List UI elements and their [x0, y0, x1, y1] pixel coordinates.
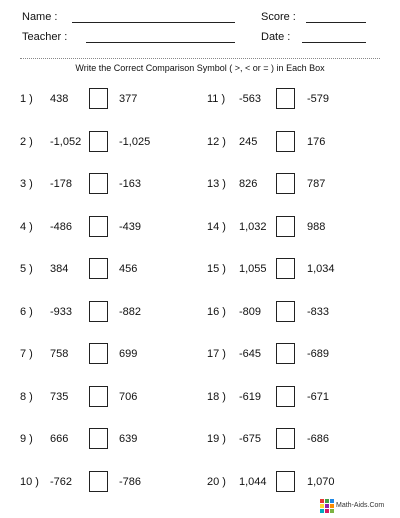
- second-number: 1,034: [307, 263, 335, 275]
- first-number: -178: [50, 178, 73, 190]
- problem-row: [20, 428, 180, 450]
- second-number: -689: [307, 348, 330, 360]
- logo-square: [320, 499, 324, 503]
- answer-box[interactable]: [89, 173, 108, 194]
- problem-row: [207, 173, 367, 195]
- answer-box[interactable]: [89, 386, 108, 407]
- second-number: 377: [119, 93, 138, 105]
- problem-row: [207, 301, 367, 323]
- problem-number: 11 ): [207, 93, 226, 105]
- problem-row: [207, 131, 367, 153]
- instructions: Write the Correct Comparison Symbol ( >, < or = ) in Each Box: [75, 63, 325, 73]
- second-number: -163: [119, 178, 142, 190]
- problem-row: [207, 258, 367, 280]
- answer-box[interactable]: [89, 471, 108, 492]
- problem-row: [20, 343, 180, 365]
- problem-number: 19 ): [207, 433, 226, 445]
- first-number: 666: [50, 433, 69, 445]
- logo-square: [325, 499, 329, 503]
- first-number: -1,052: [50, 136, 82, 148]
- answer-box[interactable]: [276, 173, 295, 194]
- problem-number: 8 ): [20, 391, 33, 403]
- first-number: 1,044: [239, 476, 267, 488]
- problem-row: [207, 471, 367, 493]
- problem-row: [207, 428, 367, 450]
- second-number: 176: [307, 136, 326, 148]
- second-number: -671: [307, 391, 330, 403]
- logo-text: Math-Aids.Com: [336, 502, 385, 509]
- problem-number: 17 ): [207, 348, 226, 360]
- answer-box[interactable]: [89, 258, 108, 279]
- logo-square: [330, 509, 334, 513]
- score-label: Score :: [261, 11, 296, 23]
- first-number: 1,032: [239, 221, 267, 233]
- logo-square: [330, 504, 334, 508]
- problem-number: 18 ): [207, 391, 226, 403]
- answer-box[interactable]: [89, 343, 108, 364]
- second-number: 699: [119, 348, 138, 360]
- problem-row: [207, 88, 367, 110]
- answer-box[interactable]: [276, 428, 295, 449]
- problem-number: 12 ): [207, 136, 226, 148]
- second-number: -579: [307, 93, 330, 105]
- first-number: -645: [239, 348, 262, 360]
- problem-row: [207, 386, 367, 408]
- name-field[interactable]: [72, 22, 235, 23]
- first-number: 826: [239, 178, 258, 190]
- answer-box[interactable]: [89, 88, 108, 109]
- teacher-field[interactable]: [86, 42, 235, 43]
- problem-row: [20, 471, 180, 493]
- footer-logo: [320, 500, 384, 512]
- second-number: 1,070: [307, 476, 335, 488]
- first-number: 245: [239, 136, 258, 148]
- second-number: -833: [307, 306, 330, 318]
- math-aids-logo-icon: [320, 499, 334, 513]
- logo-square: [320, 504, 324, 508]
- logo-square: [330, 499, 334, 503]
- second-number: 787: [307, 178, 326, 190]
- answer-box[interactable]: [276, 343, 295, 364]
- answer-box[interactable]: [276, 301, 295, 322]
- problem-number: 7 ): [20, 348, 33, 360]
- problem-number: 16 ): [207, 306, 226, 318]
- second-number: -686: [307, 433, 330, 445]
- answer-box[interactable]: [89, 131, 108, 152]
- second-number: -1,025: [119, 136, 151, 148]
- problem-number: 5 ): [20, 263, 33, 275]
- first-number: 384: [50, 263, 69, 275]
- teacher-label: Teacher :: [22, 31, 68, 43]
- problem-row: [207, 343, 367, 365]
- problem-number: 3 ): [20, 178, 33, 190]
- answer-box[interactable]: [89, 301, 108, 322]
- problem-number: 14 ): [207, 221, 226, 233]
- first-number: -933: [50, 306, 73, 318]
- second-number: 456: [119, 263, 138, 275]
- problem-number: 1 ): [20, 93, 33, 105]
- second-number: -786: [119, 476, 142, 488]
- answer-box[interactable]: [276, 258, 295, 279]
- first-number: -563: [239, 93, 262, 105]
- first-number: -486: [50, 221, 73, 233]
- second-number: 988: [307, 221, 326, 233]
- first-number: -809: [239, 306, 262, 318]
- problem-number: 15 ): [207, 263, 226, 275]
- problem-row: [20, 216, 180, 238]
- problem-row: [20, 301, 180, 323]
- problem-number: 9 ): [20, 433, 33, 445]
- header-divider: [20, 58, 380, 59]
- second-number: 706: [119, 391, 138, 403]
- answer-box[interactable]: [89, 428, 108, 449]
- second-number: -439: [119, 221, 142, 233]
- first-number: 1,055: [239, 263, 267, 275]
- problem-number: 13 ): [207, 178, 226, 190]
- problem-number: 20 ): [207, 476, 226, 488]
- answer-box[interactable]: [276, 386, 295, 407]
- problem-number: 2 ): [20, 136, 33, 148]
- problem-number: 4 ): [20, 221, 33, 233]
- logo-square: [320, 509, 324, 513]
- logo-square: [325, 504, 329, 508]
- problem-row: [20, 258, 180, 280]
- logo-square: [325, 509, 329, 513]
- date-label: Date :: [261, 31, 291, 43]
- answer-box[interactable]: [276, 131, 295, 152]
- problem-row: [207, 216, 367, 238]
- second-number: 639: [119, 433, 138, 445]
- problem-row: [20, 173, 180, 195]
- second-number: -882: [119, 306, 142, 318]
- problem-number: 6 ): [20, 306, 33, 318]
- answer-box[interactable]: [276, 216, 295, 237]
- name-label: Name :: [22, 11, 58, 23]
- first-number: 438: [50, 93, 69, 105]
- answer-box[interactable]: [89, 216, 108, 237]
- first-number: -675: [239, 433, 262, 445]
- problem-row: [20, 88, 180, 110]
- answer-box[interactable]: [276, 471, 295, 492]
- first-number: 735: [50, 391, 69, 403]
- first-number: -619: [239, 391, 262, 403]
- problem-row: [20, 386, 180, 408]
- first-number: -762: [50, 476, 73, 488]
- score-field[interactable]: [306, 22, 366, 23]
- first-number: 758: [50, 348, 69, 360]
- problem-number: 10 ): [20, 476, 39, 488]
- problem-row: [20, 131, 180, 153]
- date-field[interactable]: [302, 42, 366, 43]
- answer-box[interactable]: [276, 88, 295, 109]
